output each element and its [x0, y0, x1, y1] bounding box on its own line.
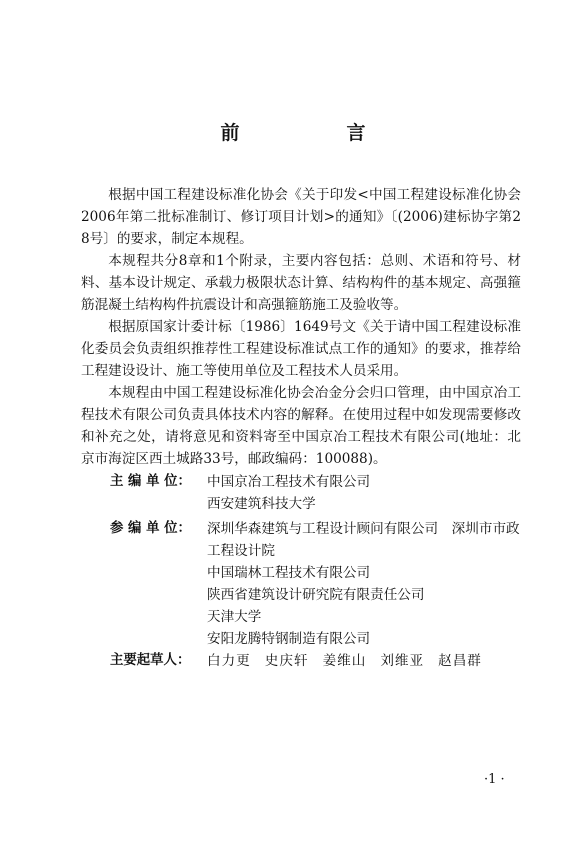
- chief-unit-2: 西安建筑科技大学: [207, 496, 316, 512]
- paragraph-1: 根据中国工程建设标准化协会《关于印发<中国工程建设标准化协会2006年第二批标准制订、修订项目计划>的通知》〔(2006)建标协字第28号〕的要求，制定本规程。: [81, 187, 521, 247]
- drafter-name: 赵昌群: [438, 653, 482, 669]
- organizations: [81, 471, 521, 672]
- page-title: 前 言: [220, 122, 410, 144]
- drafters-row: [81, 650, 521, 672]
- participating-unit-1: 深圳华森建筑与工程设计顾问有限公司 深圳市市政工程设计院: [207, 521, 520, 559]
- paragraph-2: 本规程共分8章和1个附录，主要内容包括：总则、术语和符号、材料、基本设计规定、承载力极限状态计算、结构构件的基本规定、高强箍筋混凝土结构构件抗震设计和高强箍筋施工及验收等。: [81, 253, 521, 313]
- chief-units-label: 主 编 单 位：: [110, 474, 191, 489]
- chief-units-list: [207, 471, 521, 515]
- chief-unit-1: 中国京冶工程技术有限公司: [207, 474, 371, 490]
- participating-units-list: [207, 518, 521, 650]
- paragraph-4: 本规程由中国工程建设标准化协会冶金分会归口管理，由中国京冶工程技术有限公司负责具体技术内容的解释。在使用过程中如发现需要修改和补充之处，请将意见和资料寄至中国京冶工程技术有限公司(地址：北京市海淀区西土城路33号，邮政编码：100088)。: [81, 385, 521, 467]
- participating-unit-2: 中国瑞林工程技术有限公司: [207, 565, 371, 581]
- drafter-name: 白力更: [207, 653, 251, 669]
- participating-unit-4: 天津大学: [207, 609, 262, 625]
- drafter-name: 刘维亚: [380, 653, 425, 669]
- participating-unit-3: 陕西省建筑设计研究院有限责任公司: [207, 587, 425, 603]
- participating-unit-5: 安阳龙腾特钢制造有限公司: [207, 631, 371, 647]
- participating-units-row: [81, 518, 521, 650]
- page-number: ·1 ·: [484, 772, 505, 787]
- drafters-label: 主要起草人：: [110, 653, 191, 668]
- chief-units-row: [81, 471, 521, 515]
- preface-body: [81, 184, 521, 672]
- paragraph-3: 根据原国家计委计标〔1986〕1649号文《关于请中国工程建设标准化委员会负责组织推荐性工程建设标准试点工作的通知》的要求，推荐给工程建设设计、施工等使用单位及工程技术人员采用。: [81, 319, 521, 379]
- drafter-name: 姜维山: [322, 653, 367, 669]
- drafters-list: [207, 650, 521, 672]
- drafter-name: 史庆轩: [264, 653, 309, 669]
- participating-units-label: 参 编 单 位：: [110, 521, 191, 536]
